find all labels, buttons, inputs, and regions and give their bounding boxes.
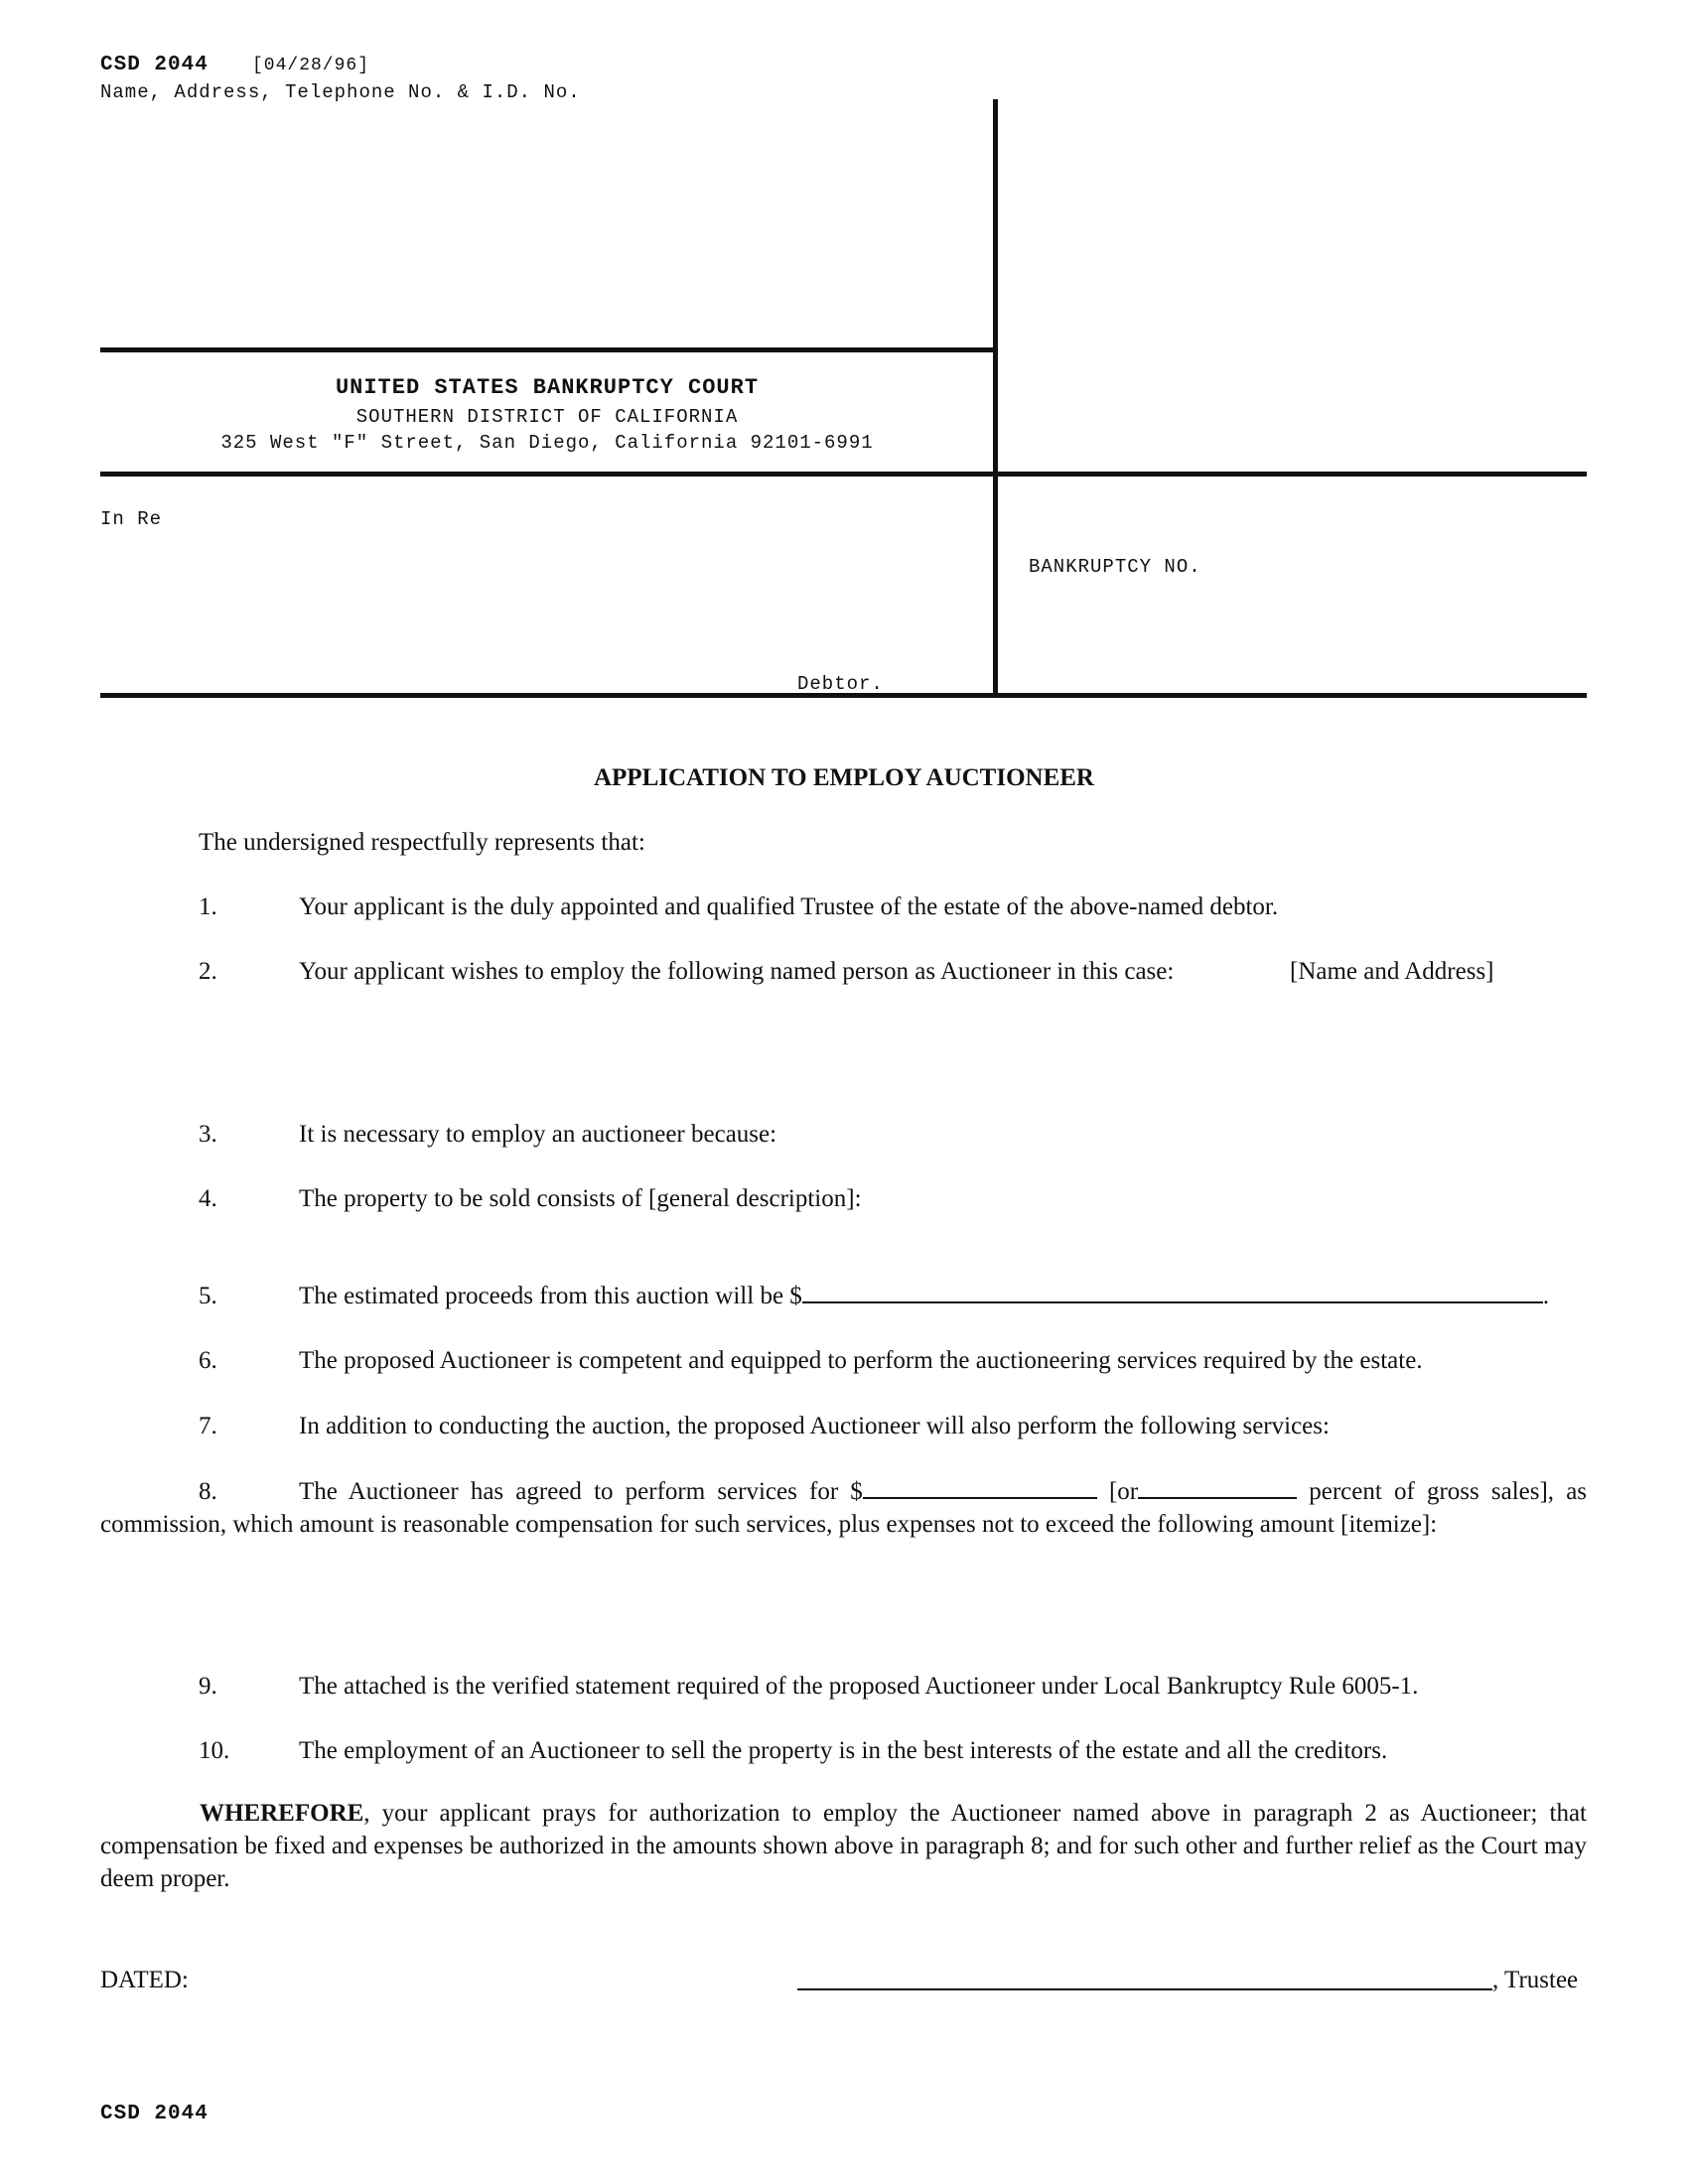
court-bottom-rule <box>100 472 1587 477</box>
services-amount-blank[interactable] <box>863 1475 1097 1499</box>
intro-text: The undersigned respectfully represents that: <box>199 829 645 856</box>
paragraph-number: 3. <box>199 1121 217 1148</box>
court-top-rule <box>100 347 996 352</box>
bankruptcy-no-label: BANKRUPTCY NO. <box>1029 556 1201 578</box>
trustee-label: , Trustee <box>1492 1967 1579 1993</box>
paragraph-text: The property to be sold consists of [general description]: <box>299 1185 862 1212</box>
paragraph-end: . <box>1542 1283 1550 1309</box>
name-and-address-placeholder: [Name and Address] <box>1290 958 1494 985</box>
paragraph-text-b: [or <box>1108 1478 1139 1505</box>
paragraph-text: In addition to conducting the auction, the proposed Auctioneer will also perform the following services: <box>299 1413 1330 1439</box>
paragraph-text: Your applicant is the duly appointed and qualified Trustee of the estate of the above-named debtor. <box>299 893 1279 920</box>
trustee-signature-line[interactable] <box>797 1988 1492 1990</box>
document-title: APPLICATION TO EMPLOY AUCTIONEER <box>593 764 1094 791</box>
paragraph-text-wrap <box>299 1280 1549 1312</box>
percent-blank[interactable] <box>1138 1475 1297 1499</box>
paragraph-number: 8. <box>199 1478 217 1505</box>
paragraph-number: 10. <box>199 1737 230 1764</box>
paragraph-4 <box>0 1182 1688 1215</box>
paragraph-8 <box>100 1475 1587 1541</box>
in-re-label: In Re <box>100 508 163 530</box>
debtor-label: Debtor. <box>797 673 884 695</box>
paragraph-number: 7. <box>199 1413 217 1439</box>
form-id: CSD 2044 <box>100 54 209 76</box>
paragraph-number: 1. <box>199 893 217 920</box>
name-address-label: Name, Address, Telephone No. & I.D. No. <box>100 81 581 103</box>
paragraph-text: It is necessary to employ an auctioneer because: <box>299 1121 777 1148</box>
wherefore-text: , your applicant prays for authorization to employ the Auctioneer named above in paragraph 2 as Auctioneer; that compensation be fixed and expenses be authorized in the amounts shown above in paragraph 8; and for such other and further relief as the Court may deem proper. <box>100 1800 1587 1892</box>
footer-form-id: CSD 2044 <box>100 2103 209 2125</box>
wherefore-paragraph <box>100 1797 1587 1895</box>
paragraph-3 <box>0 1118 1688 1151</box>
paragraph-text: The estimated proceeds from this auction will be $ <box>299 1283 802 1309</box>
proceeds-blank-line[interactable] <box>802 1280 1543 1303</box>
paragraph-text: The proposed Auctioneer is competent and equipped to perform the auctioneering services required by the estate. <box>299 1347 1423 1374</box>
paragraph-6 <box>0 1344 1688 1377</box>
court-block <box>100 375 994 454</box>
court-district: SOUTHERN DISTRICT OF CALIFORNIA <box>355 406 739 428</box>
dated-label: DATED: <box>100 1967 189 1993</box>
paragraph-2 <box>0 955 1688 988</box>
paragraph-number: 6. <box>199 1347 217 1374</box>
paragraph-1 <box>0 890 1688 923</box>
court-name: UNITED STATES BANKRUPTCY COURT <box>335 375 760 400</box>
paragraph-7 <box>0 1410 1688 1442</box>
paragraph-text-c: percent of gross sales], as commission, which amount is reasonable compensation for such services, plus expenses not to exceed the following amount [itemize]: <box>100 1478 1588 1538</box>
paragraph-9 <box>0 1670 1688 1703</box>
paragraph-number: 2. <box>199 958 217 985</box>
court-address: 325 West "F" Street, San Diego, California 92101-6991 <box>220 432 874 454</box>
paragraph-number: 5. <box>199 1283 217 1309</box>
form-date: [04/28/96] <box>252 56 370 75</box>
paragraph-number: 4. <box>199 1185 217 1212</box>
paragraph-5 <box>0 1280 1688 1312</box>
paragraph-text: The employment of an Auctioneer to sell the property is in the best interests of the estate and all the creditors. <box>299 1737 1388 1764</box>
wherefore-lead: WHEREFORE <box>200 1800 364 1827</box>
paragraph-text: Your applicant wishes to employ the following named person as Auctioneer in this case: <box>299 958 1175 985</box>
paragraph-10 <box>0 1734 1688 1767</box>
paragraph-text-a: The Auctioneer has agreed to perform services for $ <box>299 1478 863 1505</box>
paragraph-number: 9. <box>199 1673 217 1700</box>
paragraph-text: The attached is the verified statement required of the proposed Auctioneer under Local Bankruptcy Rule 6005-1. <box>299 1673 1419 1700</box>
